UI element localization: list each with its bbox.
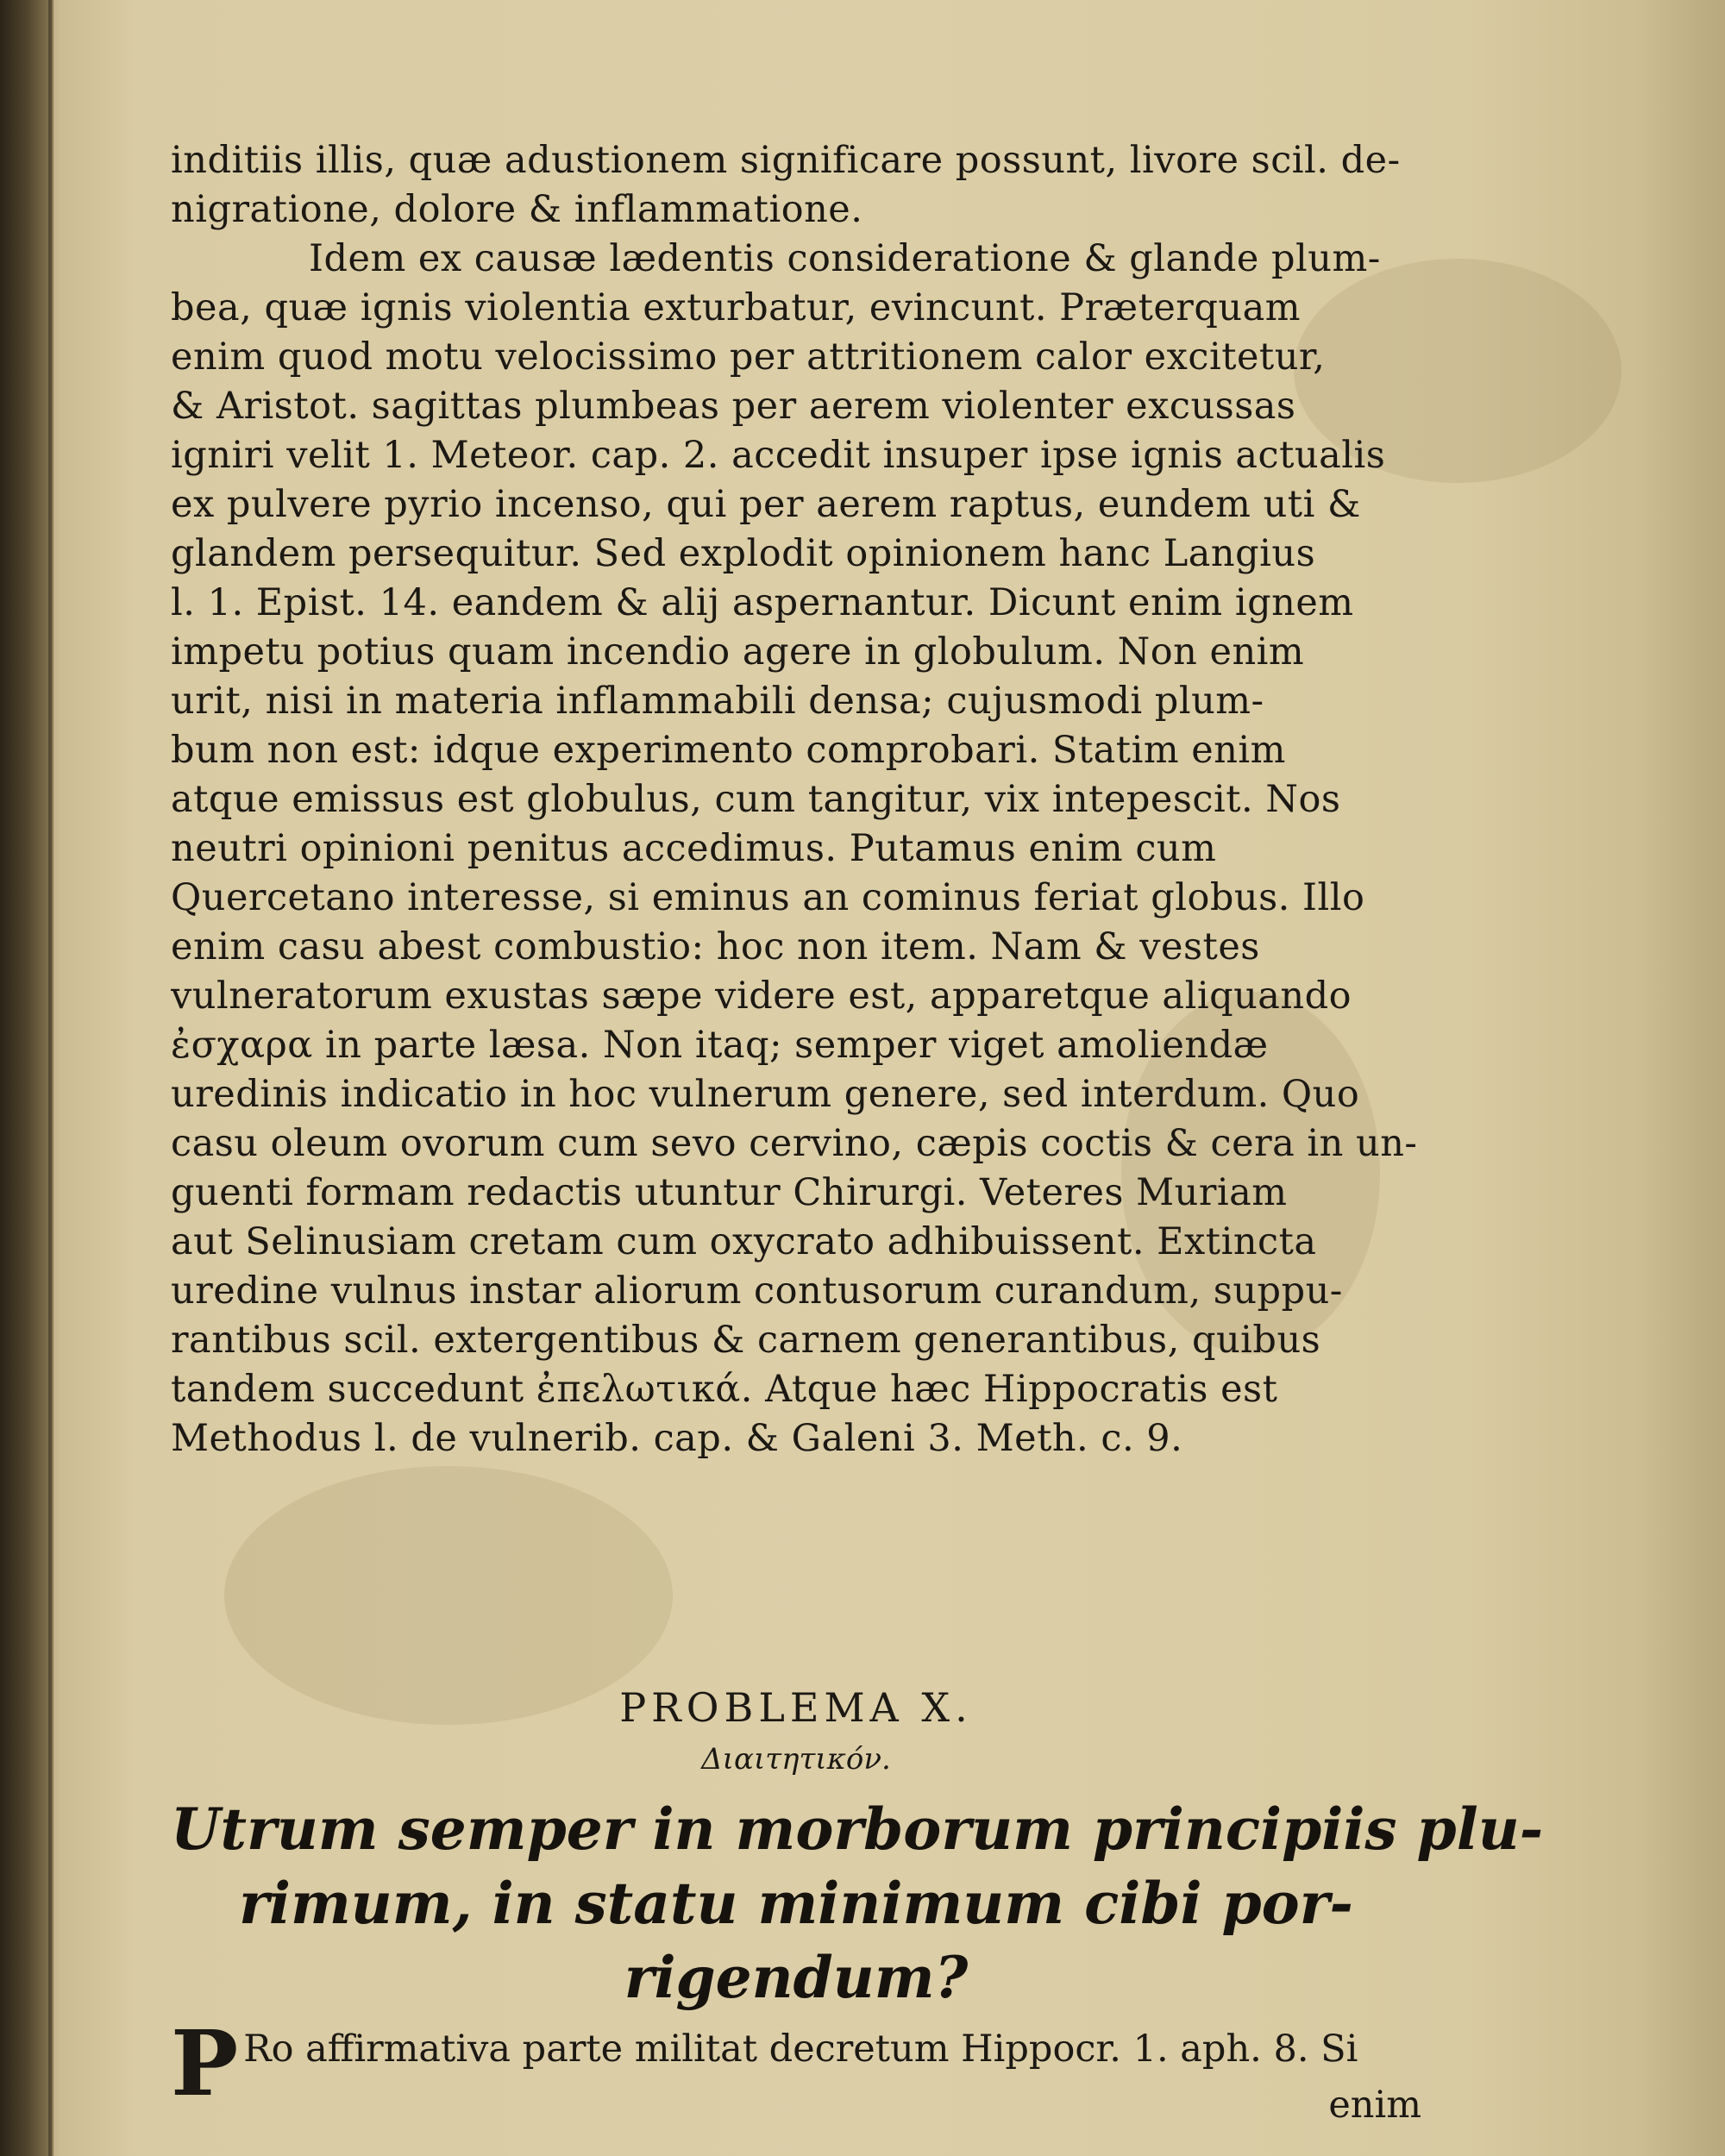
text-line: bea, quæ ignis violentia exturbatur, evincunt. Præterquam	[171, 286, 1301, 329]
gutter-fold-line	[48, 0, 52, 2156]
text-line: bum non est: idque experimento comprobari. Statim enim	[171, 729, 1286, 772]
question-line: Utrum semper in morborum principiis plu-	[171, 1796, 1544, 1863]
greek-subheading: Διαιτητικόν.	[701, 1742, 891, 1777]
text-line: neutri opinioni penitus accedimus. Putamus enim cum	[171, 827, 1217, 870]
text-line: enim quod motu velocissimo per attritionem calor excitetur,	[171, 335, 1326, 379]
question-line: rimum, in statu minimum cibi por-	[239, 1870, 1353, 1937]
binding-gutter	[0, 0, 53, 2156]
problem-question	[171, 1792, 1544, 2015]
text-line: urit, nisi in materia inflammabili densa; cujusmodi plum-	[171, 680, 1264, 723]
text-line: nigratione, dolore & inflammatione.	[171, 188, 863, 231]
text-line: ἐσχαρα in parte læsa. Non itaq; semper viget amoliendæ	[171, 1024, 1269, 1067]
body-lines	[171, 136, 1421, 1463]
text-line: guenti formam redactis utuntur Chirurgi. Veteres Muriam	[171, 1171, 1288, 1214]
text-line: ex pulvere pyrio incenso, qui per aerem raptus, eundem uti &	[171, 483, 1361, 526]
text-line: rantibus scil. extergentibus & carnem generantibus, quibus	[171, 1319, 1321, 1362]
text-line: uredine vulnus instar aliorum contusorum curandum, suppu-	[171, 1269, 1343, 1313]
text-line: igniri velit 1. Meteor. cap. 2. accedit insuper ipse ignis actualis	[171, 434, 1386, 477]
drop-cap: P	[171, 2010, 239, 2116]
text-line: atque emissus est globulus, cum tangitur, vix intepescit. Nos	[171, 778, 1341, 821]
answer-first-line: Ro affirmativa parte militat decretum Hippocr. 1. aph. 8. Si	[243, 2028, 1358, 2071]
text-line: Methodus l. de vulnerib. cap. & Galeni 3. Meth. c. 9.	[171, 1417, 1183, 1460]
text-line: inditiis illis, quæ adustionem significare possunt, livore scil. de-	[171, 139, 1401, 182]
text-line: aut Selinusiam cretam cum oxycrato adhibuissent. Extincta	[171, 1220, 1317, 1263]
text-line: uredinis indicatio in hoc vulnerum genere, sed interdum. Quo	[171, 1073, 1360, 1116]
text-line: l. 1. Epist. 14. eandem & alij aspernantur. Dicunt enim ignem	[171, 581, 1354, 624]
text-line: impetu potius quam incendio agere in globulum. Non enim	[171, 630, 1305, 674]
text-line: casu oleum ovorum cum sevo cervino, cæpis coctis & cera in un-	[171, 1122, 1418, 1165]
text-line: Idem ex causæ lædentis consideratione & glande plum-	[309, 237, 1381, 280]
catchword: enim	[1328, 2084, 1421, 2127]
text-line: tandem succedunt ἐπελωτικά. Atque hæc Hippocratis est	[171, 1368, 1278, 1411]
text-line: Quercetano interesse, si eminus an cominus feriat globus. Illo	[171, 876, 1365, 919]
page-text-block	[171, 136, 1544, 2127]
text-line: enim casu abest combustio: hoc non item. Nam & vestes	[171, 925, 1260, 968]
question-line: rigendum?	[624, 1944, 969, 2011]
text-line: vulneratorum exustas sæpe videre est, apparetque aliquando	[171, 975, 1352, 1018]
problema-heading: PROBLEMA X.	[619, 1684, 973, 1731]
text-line: & Aristot. sagittas plumbeas per aerem violenter excussas	[171, 385, 1296, 428]
text-line: glandem persequitur. Sed explodit opinionem hanc Langius	[171, 532, 1316, 575]
